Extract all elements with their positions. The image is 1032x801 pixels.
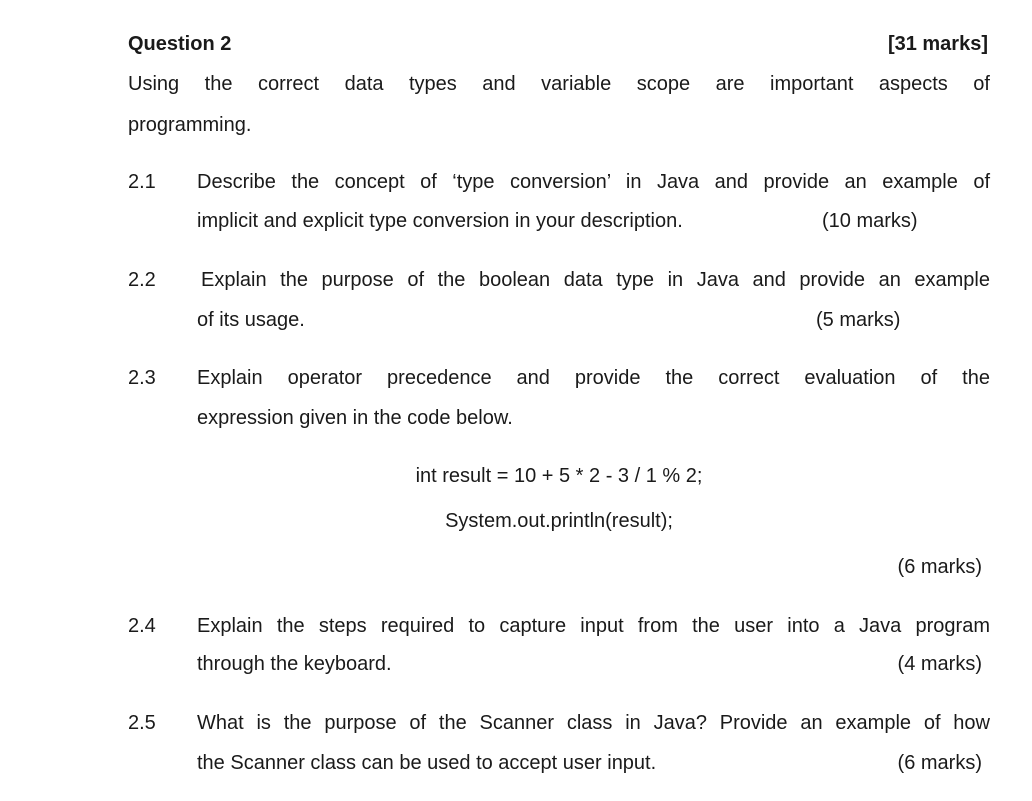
- code-line-1: int result = 10 + 5 * 2 - 3 / 1 % 2;: [415, 465, 703, 487]
- question-text-line-2: expression given in the code below.: [197, 407, 513, 429]
- question-text-line-1: Describe the concept of ‘type conversion’ in Java and provide an example of: [197, 171, 990, 193]
- code-line-2: System.out.println(result);: [445, 510, 673, 532]
- question-text-line-1: Explain operator precedence and provide the correct evaluation of the: [197, 367, 990, 389]
- question-number: 2.4: [128, 615, 156, 637]
- question-text-line-2: through the keyboard.: [197, 653, 392, 675]
- question-number: 2.2: [128, 269, 156, 291]
- total-marks: [31 marks]: [887, 33, 988, 55]
- question-text-line-2: the Scanner class can be used to accept user input.: [197, 752, 657, 774]
- question-text-line-1: Explain the purpose of the boolean data type in Java and provide an example: [201, 269, 990, 291]
- question-number: 2.1: [128, 171, 156, 193]
- question-number: 2.5: [128, 712, 156, 734]
- question-marks: (4 marks): [897, 653, 982, 675]
- intro-line-1: Using the correct data types and variable scope are important aspects of: [128, 73, 990, 95]
- question-title: Question 2: [128, 33, 232, 55]
- question-number: 2.3: [128, 367, 156, 389]
- question-marks: (6 marks): [897, 752, 982, 774]
- question-text-line-2: of its usage.: [197, 309, 305, 331]
- question-text-line-1: Explain the steps required to capture input from the user into a Java program: [197, 615, 990, 637]
- intro-line-2: programming.: [128, 114, 252, 136]
- question-text-line-1: What is the purpose of the Scanner class in Java? Provide an example of how: [197, 712, 990, 734]
- question-text-line-2: implicit and explicit type conversion in your description.: [197, 210, 683, 232]
- question-marks: (6 marks): [897, 556, 982, 578]
- question-marks: (5 marks): [816, 309, 901, 331]
- question-marks: (10 marks): [822, 210, 918, 232]
